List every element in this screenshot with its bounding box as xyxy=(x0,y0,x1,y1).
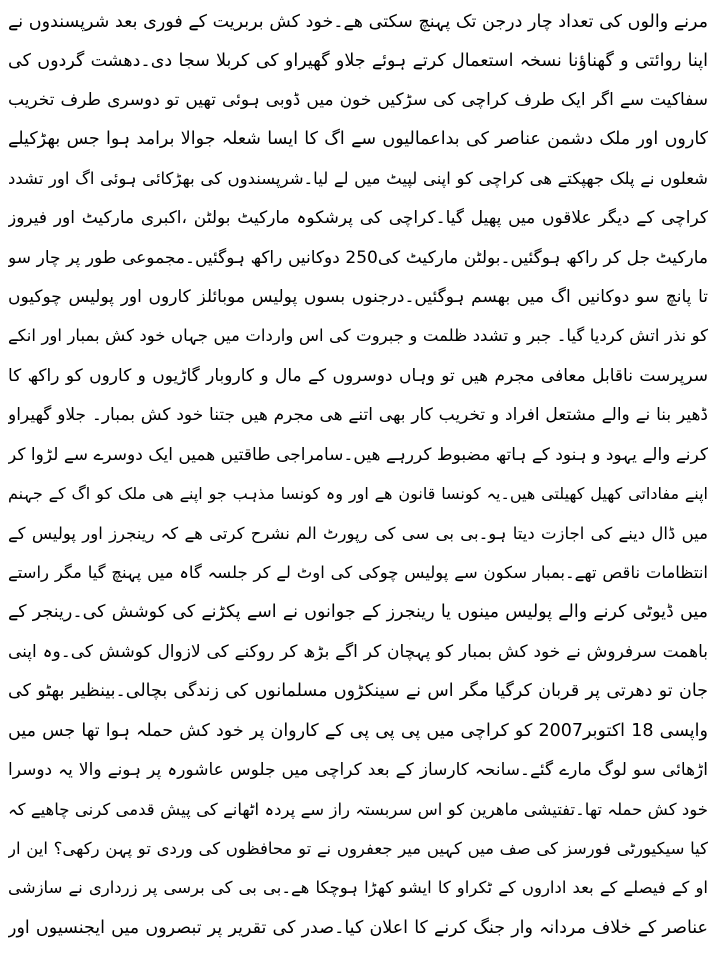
text-line-8: تا پانچ سو دوکانیں اگ میں بھسم ہوگئیں۔درجنوں بسوں پولیس موبائلز کاروں اور پولیس چوکیوں xyxy=(8,287,708,307)
text-line-13: اپنے مفاداتی کھیل کھیلتی ھیں۔یہ کونسا قانون ھے اور وہ کونسا مذہب جو اپنے ھی ملک کو اگ کے جہنم xyxy=(8,484,708,503)
text-line-23: او کے فیصلے کے بعد اداروں کے ٹکراو کا ایشو کھڑا ہوچکا ھے۔بی بی کی برسی پر زرداری نے سازشی xyxy=(8,878,708,897)
text-line-17: باھمت سرفروش نے خود کش بمبار کو پہچان کر اگے بڑھ کر روکنے کی لازوال کوشش کی۔وہ اپنی xyxy=(8,642,708,662)
text-line-2: اپنا روائتی و گھناؤنا نسخہ استعمال کرتے ہوئے جلاو گھیراو کی کربلا سجا دی۔دھشت گردوں کی xyxy=(8,51,708,71)
text-line-20: اڑھائی سو لوگ مارے گئے۔سانحہ کارساز کے بعد کراچی میں جلوس عاشورہ پر ہونے والا یہ دوسرا xyxy=(8,760,708,780)
text-line-6: کراچی کے دیگر علاقوں میں پھیل گیا۔کراچی کی پرشکوہ مارکیٹ بولٹن ،اکبری مارکیٹ اور فیروز xyxy=(8,208,708,228)
text-line-4: کاروں اور ملک دشمن عناصر کی بداعمالیوں سے اگ کا ایسا شعلہ جوالا برامد ہوا جس بھڑکیلے xyxy=(8,129,708,149)
text-line-22: کیا سیکیورٹی فورسز کی صف میں کہیں میر جعفروں نے تو محافظوں کی وردی تو پہن رکھی؟ این ار xyxy=(8,839,708,858)
text-line-21: خود کش حملہ تھا۔تفتیشی ماھرین کو اس سربستہ راز سے پردہ اٹھانے کی پیش قدمی کرنی چاھیے کہ xyxy=(8,800,708,819)
text-line-14: میں ڈال دینے کی اجازت دیتا ہو۔بی بی سی کی رپورٹ الم نشرح کرتی ھے کہ رینجرز اور پولیس کے xyxy=(8,524,708,543)
text-line-24: عناصر کے خلاف مردانہ وار جنگ کرنے کا اعلان کیا۔صدر کی تقریر پر تبصروں میں ایجنسیوں اور xyxy=(8,918,708,938)
text-line-5: شعلوں نے پلک جھپکتے ھی کراچی کو اپنی لپیٹ میں لے لیا۔شرپسندوں کی بھڑکائی ہوئی اگ اور تشدد xyxy=(8,169,708,188)
text-line-10: سرپرست ناقابل معافی مجرم ھیں تو وہاں دوسروں کے مال و کاروبار گاڑیوں و کاروں کو راکھ کا xyxy=(8,366,708,386)
text-line-7: مارکیٹ جل کر راکھ ہوگئیں۔بولٹن مارکیٹ کی250 دوکانیں راکھ ہوگئیں۔مجموعی طور پر چار سو xyxy=(8,248,708,268)
text-line-9: کو نذر اتش کردیا گیا۔ جبر و تشدد ظلمت و جبروت کی اس واردات میں جہاں خود کش بمبار اور انکے xyxy=(8,326,708,345)
text-line-16: میں ڈیوٹی کرنے والے پولیس مینوں یا رینجرز کے جوانوں نے اسے پکڑنے کی کوشش کی۔رینجر کے xyxy=(8,602,708,622)
text-line-19: واپسی 18 اکتوبر2007 کو کراچی میں پی پی پی کے کاروان پر خود کش حملہ ہوا تھا جس میں xyxy=(8,721,708,741)
text-line-3: سفاکیت سے اگر ایک طرف کراچی کی سڑکیں خون میں ڈوبی ہوئی تھیں تو دوسری طرف تخریب xyxy=(8,90,708,110)
text-line-11: ڈھیر بنا نے والے مشتعل افراد و تخریب کار بھی اتنے ھی مجرم ھیں جتنا خود کش بمبار۔ جلاو گھیراو xyxy=(8,405,708,425)
text-line-15: انتظامات ناقص تھے۔بمبار سکون سے پولیس چوکی کی اوٹ لے کر جلسہ گاہ میں پہنچ گیا مگر راستے xyxy=(8,563,708,582)
text-line-18: جان تو دھرتی پر قربان کرگیا مگر اس نے سینکڑوں مسلمانوں کی زندگی بچالی۔بینظیر بھٹو کی xyxy=(8,681,708,701)
text-line-12: کرنے والے یہود و ہنود کے ہاتھ مضبوط کررہے ھیں۔سامراجی طاقتیں ھمیں ایک دوسرے سے لڑوا کر xyxy=(8,445,708,465)
text-line-1: مرنے والوں کی تعداد چار درجن تک پہنچ سکتی ھے۔خود کش بربریت کے فوری بعد شرپسندوں نے xyxy=(8,12,708,32)
